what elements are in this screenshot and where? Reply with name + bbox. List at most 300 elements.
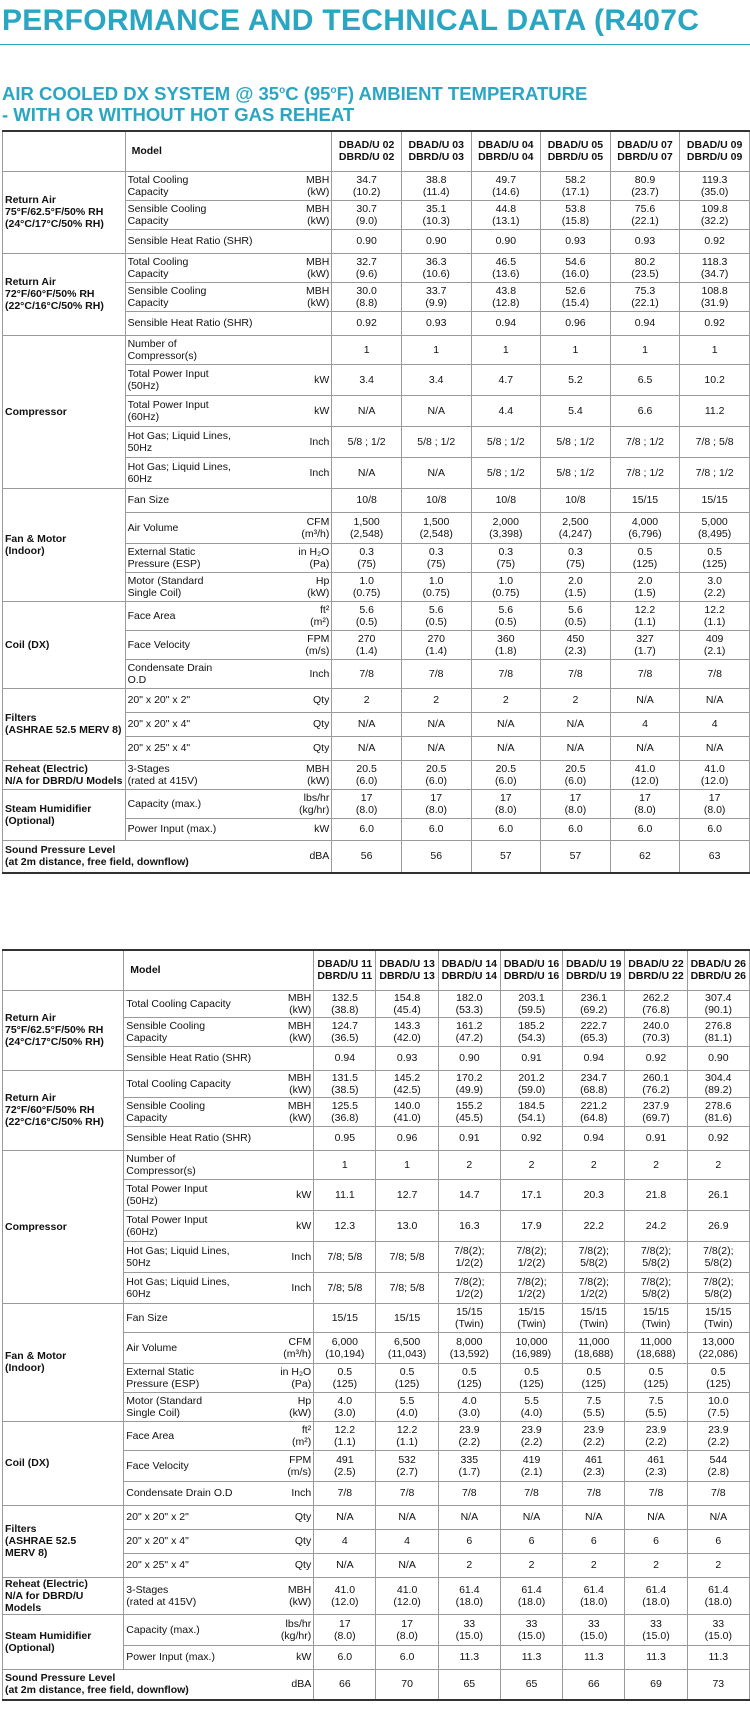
value-line: 15/15 [701,494,728,506]
parameter-cell [125,601,284,630]
unit-line: (kW) [289,1406,312,1419]
value-line: 11,000 [578,1335,610,1348]
unit-line: Hp [315,574,330,587]
value-line: 307.4 [705,991,732,1004]
value-cell [376,990,438,1017]
value-line: (125) [457,1377,482,1390]
value-line: (2.5) [334,1465,356,1478]
value-line: (1.1) [334,1435,356,1448]
value-cell [332,659,402,688]
value-cell [376,1097,438,1126]
value-line: (89.2) [704,1083,733,1096]
value-line: (22.1) [631,214,659,227]
value-cell [332,688,402,712]
value-cell [541,171,611,200]
value-line: 0.91 [459,1132,480,1144]
group-label [3,688,126,760]
model-name-line: DBAD/U 14 [441,958,498,971]
value-cell [680,229,750,253]
unit-cell [265,1553,313,1577]
value-line: N/A [427,404,445,417]
value-line: 544 [709,1453,728,1466]
value-line: (69.7) [642,1111,670,1124]
parameter-line: Sensible Cooling [127,284,207,297]
value-line: (8.0) [634,803,656,816]
table-row [3,171,750,200]
group-label [3,1070,124,1150]
unit-cell [284,512,332,543]
value-line: 20.5 [356,762,377,775]
corner-cell [3,131,126,171]
table-row [3,1614,750,1645]
value-line: 0.3 [498,545,514,558]
value-line: (34.7) [700,267,729,280]
value-line: 11.3 [708,1651,729,1663]
sound-level-label [3,840,285,873]
value-cell [401,200,471,229]
value-cell [687,1529,749,1553]
value-cell [500,1179,562,1210]
value-cell [332,601,402,630]
degree-mark-1: o [279,85,286,96]
value-line: (1.8) [495,644,517,657]
value-line: (8.0) [425,803,448,816]
value-line: N/A [497,742,515,754]
value-line: 41.0 [334,1583,356,1596]
value-line: 491 [336,1453,354,1466]
table-row [3,789,750,818]
value-line: 7/8 ; 1/2 [626,466,664,479]
unit-line: Inch [291,1487,312,1499]
unit-line: MBH [305,255,330,268]
value-line: N/A [636,694,654,706]
value-line: 41.0 [396,1583,418,1596]
value-line: 5/8(2) [704,1287,733,1300]
value-line: 2 [466,1559,473,1571]
group-label-line: Reheat (Electric) [5,1577,88,1590]
parameter-line: Capacity [127,214,169,227]
value-line: 80.9 [634,173,656,186]
value-line: 2 [528,1559,535,1571]
value-cell [332,364,402,395]
value-cell [610,688,680,712]
group-label-line: (22°C/16°C/50% RH) [5,300,104,312]
model-name-line: DBRD/U 26 [690,970,747,983]
parameter-cell [124,990,266,1017]
value-line: (6,796) [628,527,662,540]
group-label-line: Steam Humidifier [5,1629,92,1642]
value-line: N/A [427,718,445,730]
table-row [3,1421,750,1450]
value-line: N/A [357,466,376,479]
value-line: 5/8 ; 1/2 [417,435,456,448]
value-cell [687,1303,749,1332]
parameter-cell [125,335,284,364]
parameter-line: Hot Gas; Liquid Lines, [126,1244,230,1257]
value-cell [610,395,680,426]
value-line: 0.3 [428,545,444,558]
value-line: (17.1) [561,185,590,198]
unit-line: (kW) [307,185,330,198]
value-line: 0.92 [708,1132,729,1144]
value-cell [332,712,402,736]
value-line: 61.4 [708,1583,729,1596]
value-cell [471,630,541,659]
value-line: 52.6 [565,284,586,297]
value-line: 38.8 [426,173,447,186]
value-cell [500,1017,562,1046]
parameter-cell [125,200,284,229]
value-cell [563,1241,625,1272]
value-cell [376,1303,438,1332]
unit-line: Inch [309,667,330,680]
value-line: 7/8(2); [516,1244,547,1257]
parameter-line: Capacity [127,267,169,280]
value-line: (1.4) [355,644,378,657]
value-cell [563,1070,625,1097]
parameter-line: Total Power Input [126,1213,208,1226]
parameter-line: Face Velocity [126,1459,189,1472]
value-line: 0.92 [521,1132,542,1144]
value-cell [314,1150,376,1179]
value-cell [687,1070,749,1097]
value-line: (68.8) [580,1083,608,1096]
value-line: 2 [466,1158,473,1171]
value-cell [376,1272,438,1303]
value-line: 7/8 [337,1487,353,1499]
value-line: 2.0 [568,574,583,587]
value-cell [500,1614,562,1645]
value-line: (53.3) [455,1003,484,1016]
unit-cell [284,171,332,200]
value-cell [376,1505,438,1529]
unit-line: kW [314,373,330,386]
value-line: 5.6 [568,603,583,616]
value-cell [563,1150,625,1179]
value-line: 5.4 [568,404,583,417]
value-cell [680,364,750,395]
value-line: 1 [502,343,509,356]
parameter-cell [124,1210,266,1241]
unit-line: kW [296,1188,312,1201]
value-cell [500,1126,562,1150]
value-cell [563,1450,625,1481]
value-line: (8.0) [703,803,726,816]
value-cell [376,1179,438,1210]
value-cell [563,1210,625,1241]
subtitle-line-2: - WITH OR WITHOUT HOT GAS REHEAT [2,104,355,126]
model-name-line: DBRD/U 19 [566,970,622,983]
value-cell [500,1272,562,1303]
parameter-cell [124,1332,266,1363]
value-line: N/A [427,742,445,754]
value-line: (75) [426,557,446,570]
value-cell [680,601,750,630]
value-cell [471,601,541,630]
value-line: (2.2) [520,1435,543,1448]
value-line: 5/8 ; 1/2 [556,435,595,448]
value-line: 3.4 [428,373,444,386]
value-line: (47.2) [455,1031,484,1044]
unit-line: (m/s) [287,1465,312,1478]
value-line: 240.0 [642,1019,670,1032]
value-cell [687,1392,749,1421]
value-line: 0.91 [521,1052,542,1064]
value-line: (8.0) [495,803,517,816]
value-cell [610,229,680,253]
parameter-line: (60Hz) [126,1225,158,1238]
value-line: 143.3 [393,1019,421,1032]
value-line: 53.8 [565,202,586,215]
value-cell [376,1614,438,1645]
value-line: (8,495) [698,527,732,540]
unit-cell [284,335,332,364]
value-cell [541,335,611,364]
value-line: 10,000 [515,1335,548,1348]
value-cell [332,253,402,282]
value-cell [401,229,471,253]
value-cell [314,1450,376,1481]
value-line: (2.3) [564,644,587,657]
value-line: 15/15 [393,1311,421,1324]
value-line: (32.2) [700,214,729,227]
table-row [3,335,750,364]
value-cell [541,282,611,311]
subtitle-text-3: F) AMBIENT TEMPERATURE [336,83,588,105]
value-cell [563,1017,625,1046]
value-cell [471,688,541,712]
group-label [3,1614,124,1669]
value-cell [438,1126,500,1150]
model-column-header [376,950,438,990]
value-line: 184.5 [518,1099,545,1112]
value-line: 11.3 [459,1651,480,1663]
group-label [3,1421,124,1505]
sound-level-row [3,840,750,873]
parameter-cell [124,1017,266,1046]
value-cell [401,457,471,488]
parameter-cell [125,688,284,712]
value-line: 7/8(2); [578,1275,609,1288]
value-cell [541,601,611,630]
value-line: 0.92 [704,235,725,247]
model-column-header [401,131,471,171]
value-cell [471,335,541,364]
unit-cell [284,229,332,253]
value-line: 6.0 [428,823,444,835]
value-line: 7/8(2); [703,1275,734,1288]
value-cell [625,1150,687,1179]
value-line: (81.1) [704,1031,733,1044]
value-cell [563,1529,625,1553]
value-cell [332,736,402,760]
value-line: 20.5 [495,762,517,775]
parameter-line: Air Volume [127,521,179,534]
value-cell [332,789,402,818]
value-cell [401,688,471,712]
value-line: (1.1) [634,615,656,628]
value-cell [401,818,471,840]
value-cell: 66 [314,1669,376,1700]
value-line: 6 [653,1535,659,1547]
value-line: 131.5 [331,1071,358,1084]
value-cell [314,1577,376,1614]
value-line: N/A [336,1511,354,1523]
parameter-cell [125,736,284,760]
value-cell [610,659,680,688]
value-cell [687,1046,749,1070]
value-line: (8.0) [564,803,587,816]
model-name-line: DBRD/U 05 [547,151,604,164]
value-line: (Twin) [455,1317,484,1330]
value-cell [332,512,402,543]
value-line: 8,000 [456,1335,483,1348]
value-line: 49.7 [495,173,517,186]
value-line: 5/8 ; 1/2 [347,435,386,448]
value-line: 170.2 [456,1071,483,1084]
value-line: 22.2 [583,1219,604,1232]
unit-cell [284,601,332,630]
value-cell [438,1645,500,1669]
value-line: 2 [653,1158,659,1171]
value-line: (70.3) [642,1031,670,1044]
value-line: 43.8 [495,284,517,297]
parameter-cell [125,789,284,818]
unit-cell [284,311,332,335]
value-line: (6.0) [495,774,517,787]
parameter-line: Total Power Input [126,1182,208,1195]
value-cell: 65 [500,1669,562,1700]
value-line: 0.93 [634,235,656,247]
value-line: 11,000 [640,1335,672,1348]
value-line: 3.0 [707,574,722,587]
model-column-header [625,950,687,990]
value-line: 276.8 [705,1019,732,1032]
value-cell [687,1577,749,1614]
value-line: 2 [715,1158,722,1171]
unit-line: ft² [301,1423,312,1436]
value-line: (Twin) [517,1317,546,1330]
unit-line: kW [314,823,330,835]
value-line: 36.3 [426,255,447,268]
value-cell [471,282,541,311]
parameter-line: External Static [126,1365,194,1378]
value-cell [500,1363,562,1392]
parameter-cell [124,1392,266,1421]
parameter-line: Total Power Input [127,398,209,411]
value-line: 1/2(2) [580,1287,608,1300]
value-line: 1 [341,1158,348,1171]
value-cell [314,1046,376,1070]
value-line: (1.7) [458,1465,481,1478]
value-line: 0.90 [356,235,377,247]
unit-line: MBH [287,1583,312,1596]
unit-cell: dBA [265,1669,313,1700]
value-line: 262.2 [642,991,670,1004]
value-line: N/A [460,1511,479,1523]
value-line: 11.1 [335,1188,355,1201]
value-line: (0.75) [422,586,450,599]
value-line: 7/8(2); [703,1244,734,1257]
model-name-line: DBAD/U 22 [628,958,684,971]
value-line: 7.5 [648,1394,664,1407]
value-cell [332,395,402,426]
value-cell [438,1210,500,1241]
value-cell [314,1179,376,1210]
value-cell [471,171,541,200]
value-line: (75) [566,557,585,570]
unit-line: Qty [312,742,330,754]
value-line: 109.8 [701,202,728,215]
value-cell [687,1332,749,1363]
unit-cell [265,1450,313,1481]
value-line: 5/8 ; 1/2 [486,435,525,448]
value-cell [541,818,611,840]
parameter-line: Sensible Cooling [126,1019,206,1032]
value-line: (3.0) [458,1406,481,1419]
unit-line: (kg/hr) [298,803,330,816]
value-line: (22.1) [631,296,659,309]
unit-line: kW [296,1651,312,1663]
value-line: 17 [430,791,443,804]
table-row [3,688,750,712]
parameter-cell [124,1363,266,1392]
unit-line: Inch [309,435,330,448]
value-cell [438,1481,500,1505]
value-line: 6.5 [637,373,653,386]
value-line: 15/15 [580,1305,607,1318]
value-line: 0.90 [426,235,447,247]
value-cell [625,1529,687,1553]
value-cell [438,1097,500,1126]
parameter-cell [124,1150,266,1179]
unit-cell [265,1332,313,1363]
value-cell [687,1553,749,1577]
value-cell [438,1070,500,1097]
unit-cell [265,1017,313,1046]
value-cell [541,229,611,253]
group-label-line: (ASHRAE 52.5 [5,1535,77,1547]
group-label [3,1505,124,1577]
value-line: 4 [642,718,648,730]
value-cell [314,1126,376,1150]
value-line: 234.7 [580,1071,607,1084]
unit-line: Inch [309,466,330,479]
value-line: (1.1) [396,1435,418,1448]
parameter-line: Condensate Drain O.D [126,1487,233,1499]
value-cell [687,1614,749,1645]
value-cell [376,1421,438,1450]
value-line: 6,500 [393,1335,421,1348]
group-label-line: (Optional) [5,814,55,827]
group-label-line: Reheat (Electric) [5,762,88,775]
unit-line: MBH [287,1099,312,1112]
value-cell [541,688,611,712]
value-line: 0.90 [708,1052,729,1064]
value-line: (31.9) [700,296,729,309]
value-line: (2,548) [349,527,384,540]
parameter-cell [125,364,284,395]
value-cell [500,1150,562,1179]
value-cell [563,1645,625,1669]
value-cell [376,1126,438,1150]
value-line: 17 [401,1617,413,1630]
value-line: (2.2) [703,586,726,599]
value-line: (59.5) [517,1003,546,1016]
value-line: 6.0 [498,823,514,835]
value-cell [680,688,750,712]
value-line: (2.2) [458,1435,481,1448]
